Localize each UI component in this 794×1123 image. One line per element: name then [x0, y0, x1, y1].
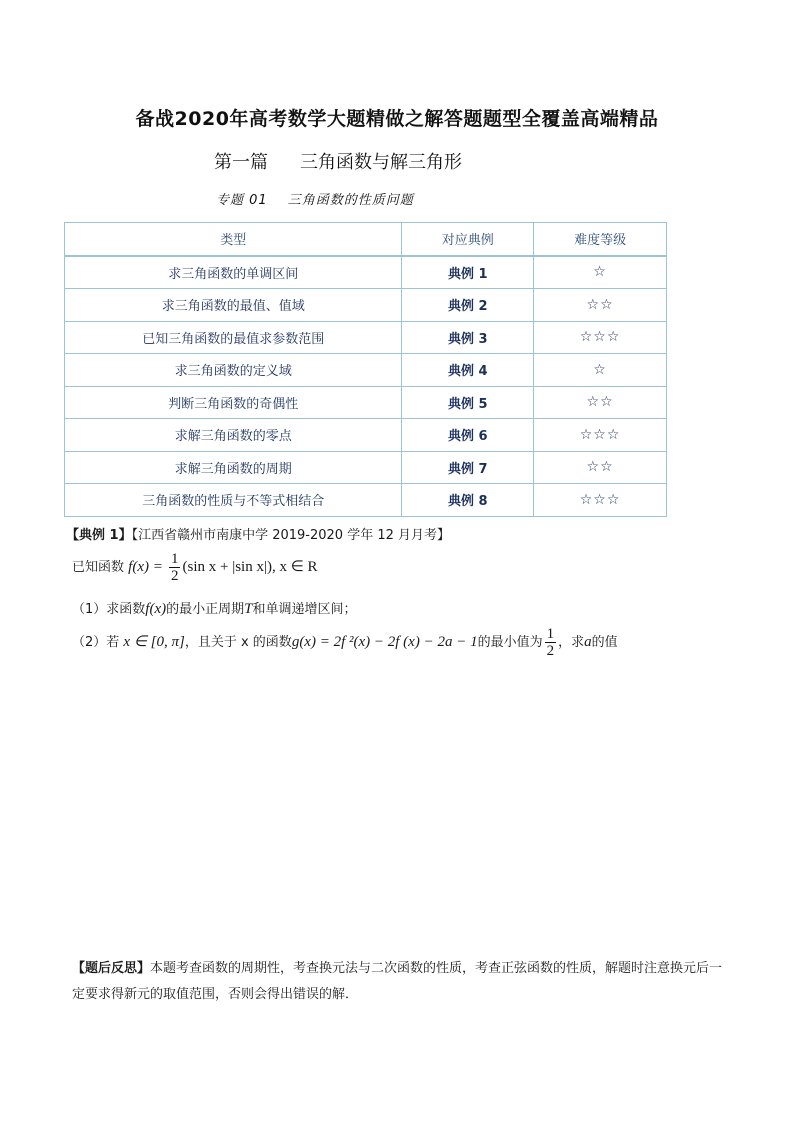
q2-function-g: g(x) = 2f ²(x) − 2f (x) − 2a − 1: [291, 634, 478, 650]
row-type: 判断三角函数的奇偶性: [65, 386, 402, 419]
reflection-paragraph: [72, 956, 732, 1008]
example-heading: [66, 524, 450, 543]
row-difficulty: ☆☆: [534, 386, 667, 419]
row-example: 典例 6: [402, 419, 534, 452]
topic-label: 专题 01: [216, 193, 268, 208]
row-difficulty: ☆☆: [534, 289, 667, 322]
table-row: [65, 256, 667, 289]
q2-fraction: [545, 626, 557, 659]
question-type-table: [64, 222, 667, 517]
row-type: 求三角函数的单调区间: [65, 256, 402, 289]
row-difficulty: ☆☆: [534, 451, 667, 484]
q1-suffix: 和单调递增区间；: [252, 602, 357, 617]
q2-param-a: a: [584, 634, 592, 650]
header-difficulty: 难度等级: [534, 223, 667, 256]
row-type: 求三角函数的最值、值域: [65, 289, 402, 322]
given-prefix: 已知函数: [72, 560, 125, 575]
table-header-row: [65, 223, 667, 256]
row-example: 典例 4: [402, 354, 534, 387]
row-type: 已知三角函数的最值求参数范围: [65, 321, 402, 354]
row-type: 求解三角函数的零点: [65, 419, 402, 452]
document-title: 备战2020年高考数学大题精做之解答题题型全覆盖高端精品: [135, 108, 659, 130]
q2-domain: x ∈ [0, π]: [123, 634, 185, 650]
given-statement: [72, 551, 318, 584]
topic-heading: [216, 189, 414, 208]
given-body: (sin x + |sin x|), x ∈ R: [182, 559, 318, 575]
row-example: 典例 3: [402, 321, 534, 354]
q1-fx: f(x): [145, 601, 167, 617]
example-source: 【江西省赣州市南康中学 2019-2020 学年 12 月月考】: [131, 528, 451, 543]
given-denominator: 2: [170, 568, 179, 584]
q2-ask: ，求: [558, 635, 585, 650]
table-row: [65, 451, 667, 484]
row-example: 典例 1: [402, 256, 534, 289]
q2-numerator: 1: [546, 626, 555, 642]
row-example: 典例 8: [402, 484, 534, 517]
q2-denominator: 2: [546, 643, 555, 659]
row-difficulty: ☆☆☆: [534, 419, 667, 452]
given-fraction: [169, 551, 181, 584]
q1-prefix: （1）求函数: [72, 602, 146, 617]
table-row: [65, 419, 667, 452]
row-difficulty: ☆: [534, 256, 667, 289]
q2-prefix: （2）若: [72, 635, 120, 650]
q2-min-label: 的最小值为: [477, 635, 543, 650]
row-example: 典例 7: [402, 451, 534, 484]
chapter-title: 三角函数与解三角形: [300, 152, 462, 173]
question-1: [72, 598, 356, 618]
header-example: 对应典例: [402, 223, 534, 256]
row-difficulty: ☆☆☆: [534, 484, 667, 517]
chapter-label: 第一篇: [214, 152, 268, 173]
example-label: 【典例 1】: [66, 528, 132, 543]
row-type: 求三角函数的定义域: [65, 354, 402, 387]
table-row: [65, 484, 667, 517]
row-example: 典例 2: [402, 289, 534, 322]
given-fx: f(x) =: [128, 559, 163, 575]
row-difficulty: ☆: [534, 354, 667, 387]
q1-period-symbol: T: [244, 601, 253, 617]
row-type: 三角函数的性质与不等式相结合: [65, 484, 402, 517]
q1-mid: 的最小正周期: [166, 602, 245, 617]
q2-mid: ，且关于 x 的函数: [184, 635, 292, 650]
table-row: [65, 354, 667, 387]
question-2: [72, 626, 618, 659]
table-row: [65, 321, 667, 354]
reflection-text: 本题考查函数的周期性，考查换元法与二次函数的性质，考查正弦函数的性质，解题时注意换元后一定要求得新元的取值范围，否则会得出错误的解．: [72, 961, 723, 1002]
header-type: 类型: [65, 223, 402, 256]
row-difficulty: ☆☆☆: [534, 321, 667, 354]
q2-end: 的值: [591, 635, 618, 650]
row-example: 典例 5: [402, 386, 534, 419]
given-numerator: 1: [170, 551, 179, 567]
reflection-label: 【题后反思】: [72, 961, 151, 976]
topic-title: 三角函数的性质问题: [287, 193, 414, 208]
chapter-heading: [214, 148, 462, 174]
row-type: 求解三角函数的周期: [65, 451, 402, 484]
table-row: [65, 386, 667, 419]
table-row: [65, 289, 667, 322]
